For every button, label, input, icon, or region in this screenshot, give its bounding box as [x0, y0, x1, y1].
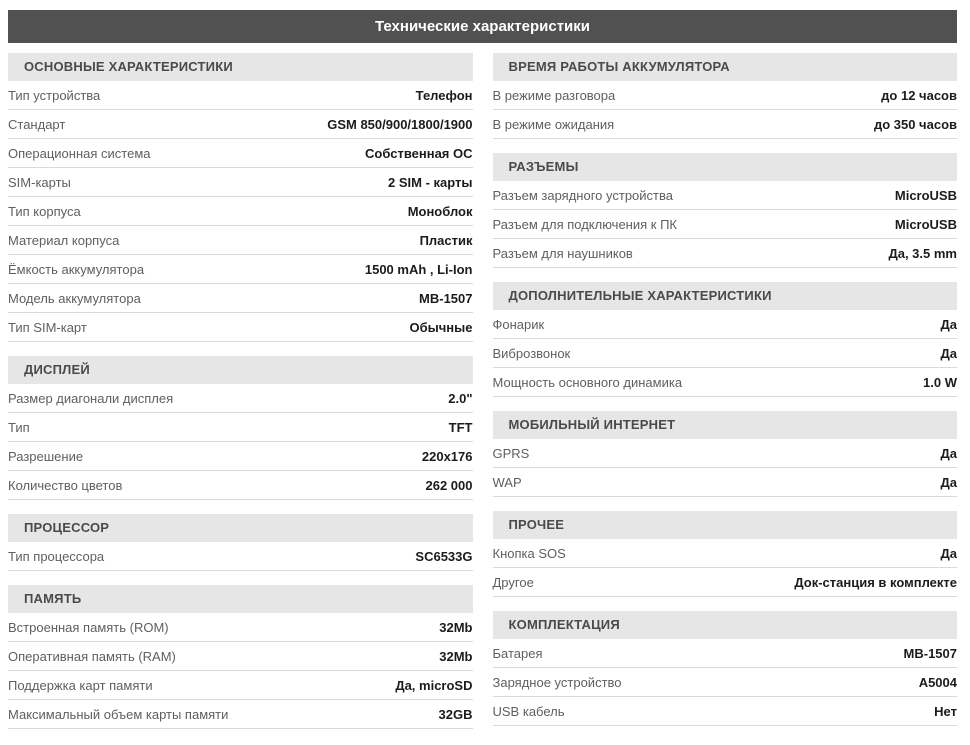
spec-value: 32Mb — [439, 619, 473, 635]
section-rows — [8, 613, 473, 729]
spec-row — [493, 439, 958, 468]
spec-row — [493, 368, 958, 397]
spec-value: Да — [940, 316, 957, 332]
spec-row — [493, 210, 958, 239]
spec-label: Мощность основного динамика — [492, 374, 683, 390]
spec-label: Тип процессора — [8, 548, 105, 564]
spec-row — [493, 468, 958, 497]
section-rows — [493, 181, 958, 268]
section-rows — [493, 639, 958, 726]
spec-value: A5004 — [918, 674, 957, 690]
spec-section — [493, 511, 958, 597]
spec-row — [493, 539, 958, 568]
spec-label: Модель аккумулятора — [8, 290, 141, 306]
section-header: РАЗЪЕМЫ — [493, 153, 958, 181]
spec-value: Да, microSD — [395, 677, 473, 693]
spec-row — [493, 339, 958, 368]
spec-section — [493, 282, 958, 397]
spec-value: Да — [940, 345, 957, 361]
spec-label: Размер диагонали дисплея — [8, 390, 174, 406]
spec-section — [8, 514, 473, 571]
spec-label: Тип корпуса — [8, 203, 81, 219]
spec-value: Да — [940, 474, 957, 490]
spec-label: Батарея — [492, 645, 543, 661]
spec-label: USB кабель — [492, 703, 565, 719]
section-header: ОСНОВНЫЕ ХАРАКТЕРИСТИКИ — [8, 53, 473, 81]
spec-row — [8, 284, 473, 313]
spec-section — [8, 53, 473, 342]
spec-row — [8, 542, 473, 571]
spec-value: Обычные — [409, 319, 473, 335]
spec-value: 32GB — [438, 706, 473, 722]
spec-value: 1.0 W — [923, 374, 957, 390]
spec-value: 2.0" — [448, 390, 473, 406]
spec-value: Пластик — [419, 232, 473, 248]
right-column — [493, 53, 958, 729]
spec-label: Тип устройства — [8, 87, 101, 103]
spec-value: 32Mb — [439, 648, 473, 664]
spec-columns — [8, 53, 957, 729]
page-title: Технические характеристики — [374, 18, 591, 35]
section-rows — [8, 542, 473, 571]
spec-value: до 12 часов — [881, 87, 957, 103]
spec-label: Виброзвонок — [492, 345, 571, 361]
spec-row — [8, 384, 473, 413]
spec-value: Да — [940, 445, 957, 461]
spec-label: В режиме разговора — [492, 87, 616, 103]
spec-value: 1500 mAh , Li-Ion — [364, 261, 473, 277]
section-header: ДОПОЛНИТЕЛЬНЫЕ ХАРАКТЕРИСТИКИ — [493, 282, 958, 310]
spec-label: Количество цветов — [8, 477, 123, 493]
spec-value: до 350 часов — [873, 116, 957, 132]
left-column — [8, 53, 473, 729]
spec-label: Оперативная память (RAM) — [8, 648, 176, 664]
spec-value: TFT — [448, 419, 473, 435]
spec-row — [8, 642, 473, 671]
spec-row — [8, 671, 473, 700]
spec-label: Кнопка SOS — [492, 545, 566, 561]
spec-row — [8, 139, 473, 168]
section-header: ВРЕМЯ РАБОТЫ АККУМУЛЯТОРА — [493, 53, 958, 81]
spec-label: В режиме ожидания — [492, 116, 615, 132]
section-rows — [493, 539, 958, 597]
spec-value: Телефон — [415, 87, 473, 103]
spec-label: Тип SIM-карт — [8, 319, 87, 335]
section-header: ПРОЦЕССОР — [8, 514, 473, 542]
spec-label: Зарядное устройство — [492, 674, 622, 690]
spec-row — [493, 668, 958, 697]
spec-section — [493, 611, 958, 726]
spec-label: Максимальный объем карты памяти — [8, 706, 229, 722]
section-rows — [8, 384, 473, 500]
spec-row — [493, 697, 958, 726]
section-header: ДИСПЛЕЙ — [8, 356, 473, 384]
spec-row — [8, 81, 473, 110]
spec-row — [493, 110, 958, 139]
spec-value: Да, 3.5 mm — [888, 245, 957, 261]
spec-row — [493, 239, 958, 268]
spec-label: Стандарт — [8, 116, 66, 132]
spec-value: 2 SIM - карты — [388, 174, 473, 190]
spec-label: Разъем зарядного устройства — [492, 187, 673, 203]
spec-value: Моноблок — [407, 203, 473, 219]
spec-label: Разъем для наушников — [492, 245, 633, 261]
section-header: ПАМЯТЬ — [8, 585, 473, 613]
spec-value: MB-1507 — [903, 645, 957, 661]
spec-label: Другое — [492, 574, 534, 590]
spec-value: Собственная ОС — [365, 145, 473, 161]
spec-value: Нет — [934, 703, 957, 719]
spec-value: 262 000 — [425, 477, 473, 493]
spec-row — [8, 413, 473, 442]
spec-value: SC6533G — [415, 548, 473, 564]
spec-row — [493, 310, 958, 339]
spec-value: MB-1507 — [419, 290, 473, 306]
section-header: ПРОЧЕЕ — [493, 511, 958, 539]
spec-section — [8, 585, 473, 729]
section-rows — [493, 439, 958, 497]
spec-row — [493, 639, 958, 668]
spec-label: SIM-карты — [8, 174, 71, 190]
spec-row — [8, 471, 473, 500]
section-rows — [493, 81, 958, 139]
spec-row — [8, 110, 473, 139]
spec-label: Операционная система — [8, 145, 151, 161]
spec-row — [8, 700, 473, 729]
section-header: МОБИЛЬНЫЙ ИНТЕРНЕТ — [493, 411, 958, 439]
spec-label: Разъем для подключения к ПК — [492, 216, 677, 232]
spec-section — [493, 411, 958, 497]
spec-label: Разрешение — [8, 448, 84, 464]
spec-row — [8, 255, 473, 284]
page-title-bar — [8, 10, 957, 43]
spec-value: GSM 850/900/1800/1900 — [327, 116, 473, 132]
spec-row — [8, 613, 473, 642]
spec-row — [8, 197, 473, 226]
spec-row — [493, 81, 958, 110]
spec-label: Фонарик — [492, 316, 545, 332]
spec-value: Да — [940, 545, 957, 561]
spec-label: Тип — [8, 419, 30, 435]
spec-row — [493, 181, 958, 210]
spec-section — [493, 153, 958, 268]
spec-label: WAP — [492, 474, 522, 490]
spec-label: Ёмкость аккумулятора — [8, 261, 145, 277]
spec-row — [493, 568, 958, 597]
spec-row — [8, 442, 473, 471]
spec-section — [8, 356, 473, 500]
section-header: КОМПЛЕКТАЦИЯ — [493, 611, 958, 639]
spec-label: Материал корпуса — [8, 232, 120, 248]
spec-value: Док-станция в комплекте — [794, 574, 957, 590]
spec-value: MicroUSB — [894, 216, 957, 232]
spec-value: 220x176 — [421, 448, 473, 464]
section-rows — [493, 310, 958, 397]
spec-row — [8, 313, 473, 342]
spec-label: GPRS — [492, 445, 530, 461]
spec-label: Поддержка карт памяти — [8, 677, 153, 693]
spec-value: MicroUSB — [894, 187, 957, 203]
section-rows — [8, 81, 473, 342]
spec-row — [8, 168, 473, 197]
spec-section — [493, 53, 958, 139]
spec-row — [8, 226, 473, 255]
spec-label: Встроенная память (ROM) — [8, 619, 169, 635]
